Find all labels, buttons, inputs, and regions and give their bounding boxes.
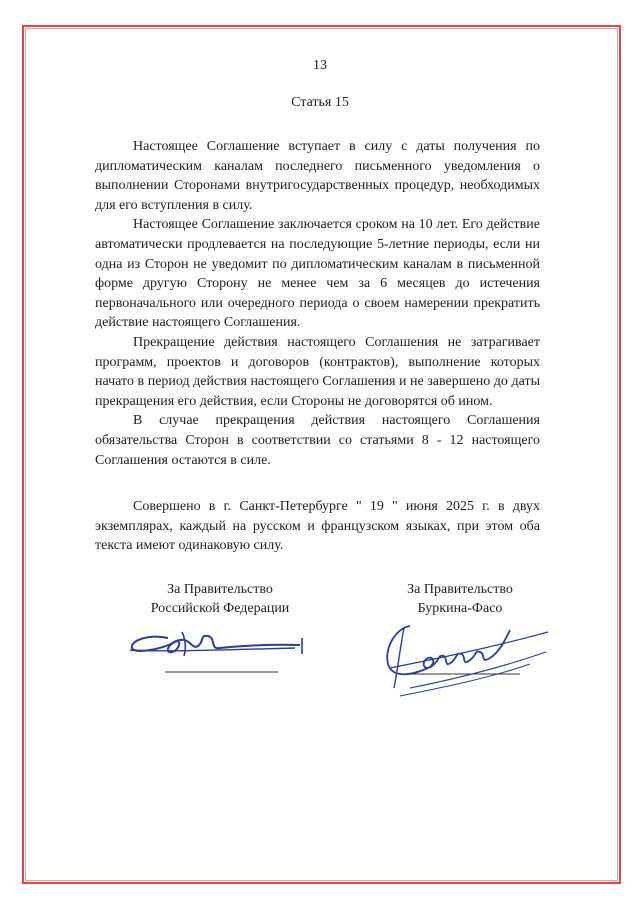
paragraph-3: Прекращение действия настоящего Соглашения не затрагивает программ, проектов и договоров (контрактов), выполнение которых начато в период действия настоящего Соглашения и не завершено до даты прекращения его действия, если Стороны не договорятся об ином. [95, 334, 540, 409]
signature-russia [120, 620, 320, 680]
paragraph-2: Настоящее Соглашение заключается сроком на 10 лет. Его действие автоматически продлевается на последующие 5-летние периоды, если ни одна из Сторон не уведомит по дипломатическим каналам в письменной форме другую Сторону не менее чем за 6 месяцев до истечения первоначального или очередного периода о своем намерении прекратить действие настоящего Соглашения. [95, 217, 540, 331]
signatory-burkina-line2: Буркина-Фасо [417, 601, 503, 616]
paragraph-4: В случае прекращения действия настоящего Соглашения обязательства Сторон в соответствии со статьями 8 - 12 настоящего Соглашения остаются в силе. [95, 413, 540, 468]
page-number: 13 [313, 58, 327, 73]
signatory-burkina-line1: За Правительство [407, 582, 513, 597]
signatory-russia-line2: Российской Федерации [150, 601, 290, 616]
signatory-russia [110, 580, 330, 618]
document-body [95, 137, 540, 556]
article-title: Статья 15 [291, 95, 349, 110]
signature-burkina-faso [370, 608, 560, 703]
closing-paragraph: Совершено в г. Санкт-Петербурге " 19 " июня 2025 г. в двух экземплярах, каждый на русском и французском языках, при этом оба текста имеют одинаковую силу. [95, 499, 540, 554]
paragraph-1: Настоящее Соглашение вступает в силу с даты получения по дипломатическим каналам последнего письменного уведомления о выполнении Сторонами внутригосударственных процедур, необходимых для его вступления в силу. [95, 139, 540, 213]
signatory-russia-line1: За Правительство [167, 582, 273, 597]
